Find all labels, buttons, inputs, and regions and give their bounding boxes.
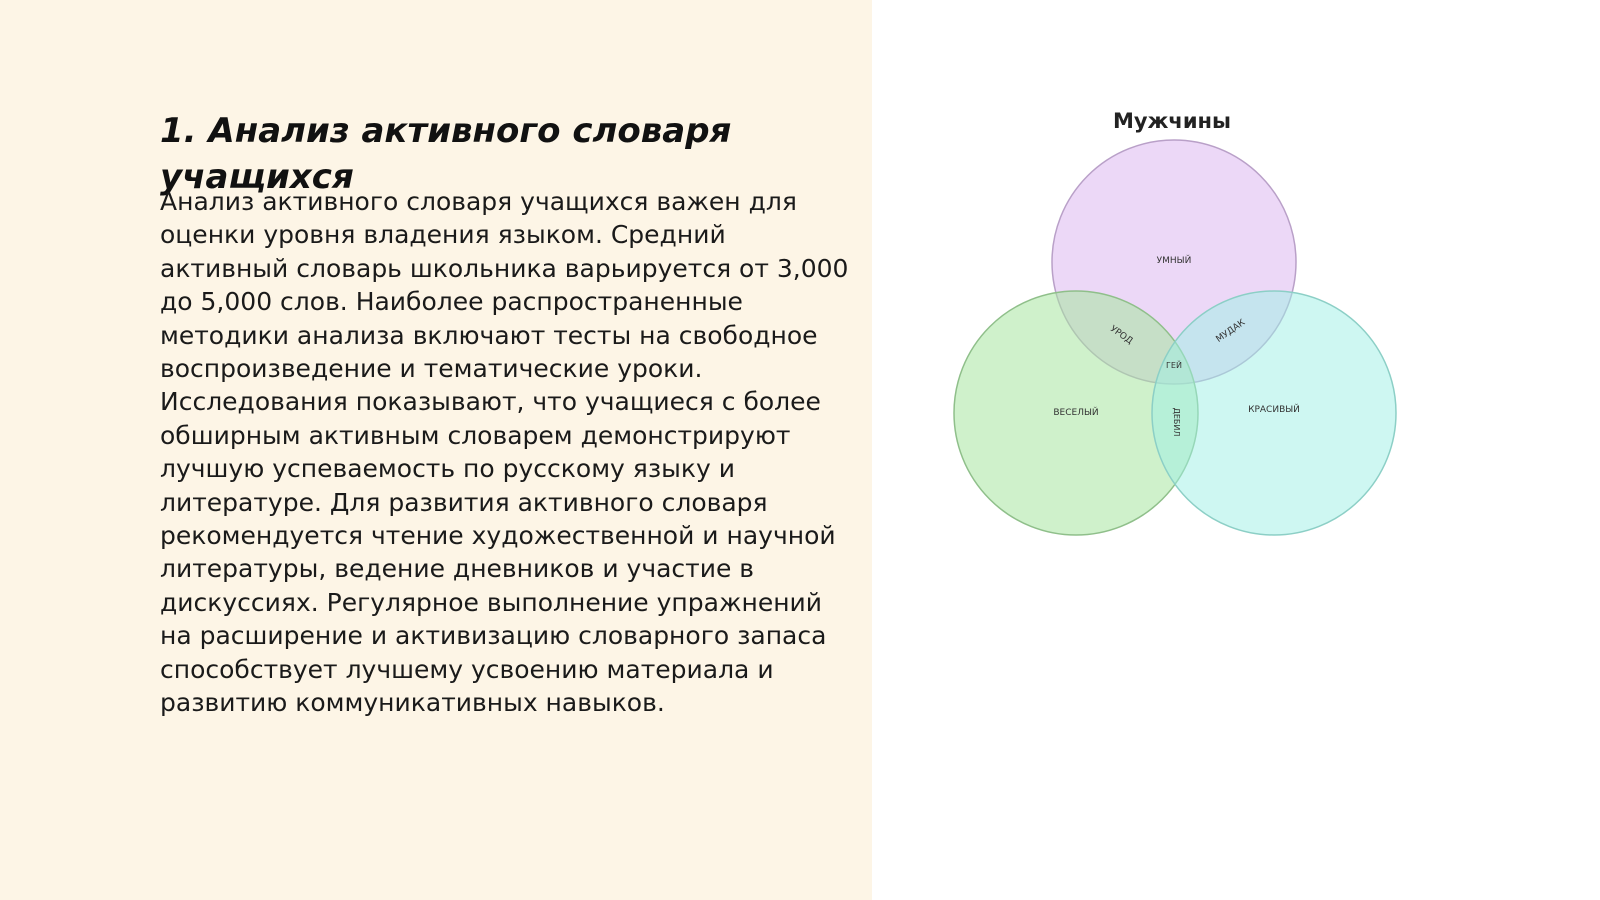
venn-label-handsome: КРАСИВЫЙ — [1248, 405, 1300, 415]
venn-label-center: ГЕЙ — [1166, 361, 1182, 370]
slide-title: 1. Анализ активного словаря учащихся — [160, 111, 732, 197]
venn-diagram — [940, 100, 1420, 550]
venn-title: Мужчины — [1112, 109, 1232, 133]
venn-label-jerk: МУДАК — [1214, 317, 1248, 345]
venn-label-bottom: ДЕБИЛ — [1172, 407, 1181, 437]
slide-body-text: Анализ активного словаря учащихся важен для оценки уровня владения языком. Средний активный словарь школьника варьируется от 3,000 до 5,000 слов. Наиболее распространенные методики анализа включают тесты на свободное воспроизведение и тематические уроки. Исследования показывают, что учащиеся с более обширным активным словарем демонстрируют лучшую успеваемость по русскому языку и литературе. Для развития активного словаря рекомендуется чтение художественной и научной литературы, ведение дневников и участие в дискуссиях. Регулярное выполнение упражнений на расширение и активизацию словарного запаса способствует лучшему усвоению материала и развитию коммуникативных навыков. — [160, 187, 849, 718]
venn-label-cheerful: ВЕСЕЛЫЙ — [1053, 408, 1099, 418]
venn-label-smart: УМНЫЙ — [1156, 256, 1192, 266]
venn-label-ugly: УРОД — [1108, 324, 1135, 347]
